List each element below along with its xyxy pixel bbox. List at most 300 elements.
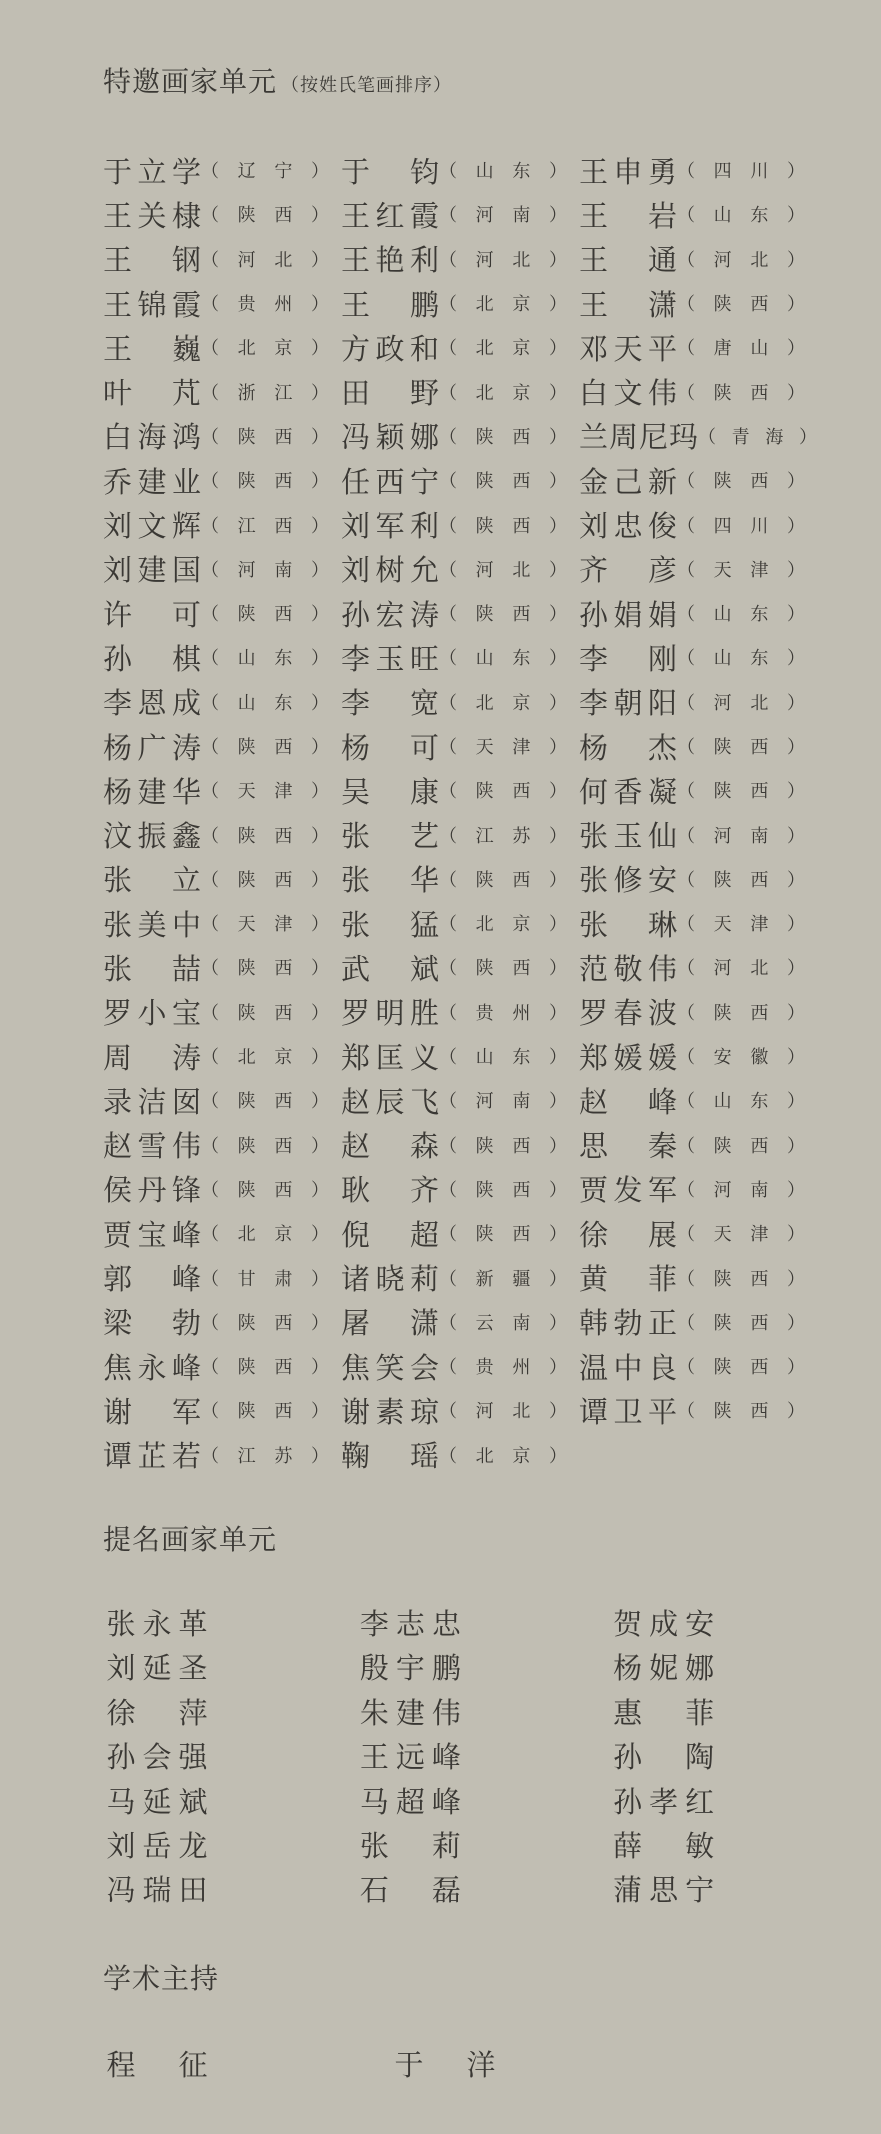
artist-name: 白 海 鸿: [103, 420, 201, 455]
name-row: [103, 1646, 863, 1690]
artist-name: 孙 娟 娟: [579, 597, 677, 632]
artist-name: 贾 发 军: [579, 1173, 677, 1208]
artist-name: 叶 芃: [103, 376, 201, 411]
academic-section-title: 学术主持: [103, 1962, 220, 1995]
artist-province: （ 贵 州 ）: [439, 1002, 567, 1024]
person-name: 李 志 忠: [359, 1607, 461, 1641]
artist-entry: [579, 192, 817, 236]
artist-entry: [341, 281, 579, 325]
artist-name: 王 红 霞: [341, 198, 439, 233]
artist-entry: [579, 768, 817, 812]
artist-province: （ 天 津 ）: [201, 914, 329, 936]
artist-name: 焦 笑 会: [341, 1350, 439, 1385]
artist-entry: [579, 369, 817, 413]
artist-name: 邓 天 平: [579, 331, 677, 366]
artist-name: 白 文 伟: [579, 376, 677, 411]
person-name: 张 永 革: [106, 1607, 208, 1641]
artist-name: 鞠 瑶: [341, 1439, 439, 1474]
academic-host-list: [103, 2043, 863, 2087]
person-name: 杨 妮 娜: [613, 1651, 715, 1686]
artist-name: 吴 康: [341, 774, 439, 809]
artist-province: （ 陕 西 ）: [677, 869, 805, 891]
artist-name: 谢 军: [103, 1394, 201, 1429]
artist-province: （ 陕 西 ）: [201, 958, 329, 980]
artist-name: 李 宽: [341, 686, 439, 721]
artist-row: [103, 458, 863, 502]
artist-province: （ 河 北 ）: [677, 249, 805, 271]
artist-province: （ 陕 西 ）: [439, 1179, 567, 1201]
artist-province: （ 陕 西 ）: [201, 1179, 329, 1201]
artist-entry: [579, 148, 817, 192]
artist-entry: [579, 502, 817, 546]
artist-entry: [103, 724, 341, 768]
artist-entry: [103, 1078, 341, 1122]
artist-province: （ 陕 西 ）: [677, 1312, 805, 1334]
artist-province: （ 北 京 ）: [439, 914, 567, 936]
artist-row: [103, 325, 863, 369]
artist-name: 郭 峰: [103, 1262, 201, 1297]
artist-row: [103, 724, 863, 768]
artist-entry: [341, 768, 579, 812]
artist-row: [103, 1433, 863, 1477]
artist-name: 张 修 安: [579, 863, 677, 898]
artist-province: （ 江 苏 ）: [201, 1445, 329, 1467]
artist-entry: [579, 1388, 817, 1432]
artist-province: （ 陕 西 ）: [201, 471, 329, 493]
person-name: 刘 延 圣: [106, 1651, 208, 1686]
artist-name: 韩 勃 正: [579, 1306, 677, 1341]
artist-row: [103, 414, 863, 458]
artist-entry: [341, 945, 579, 989]
person-name: 马 超 峰: [359, 1784, 461, 1819]
artist-province: （ 天 津 ）: [439, 737, 567, 758]
artist-province: （ 河 北 ）: [677, 958, 805, 980]
artist-name: 张 华: [341, 863, 439, 898]
artist-entry: [103, 990, 341, 1034]
artist-row: [103, 237, 863, 281]
artist-province: （ 陕 西 ）: [677, 1357, 805, 1379]
artist-entry: [103, 547, 341, 591]
artist-province: （ 陕 西 ）: [439, 604, 567, 626]
artist-province: （ 陕 西 ）: [439, 1135, 567, 1157]
artist-row: [103, 369, 863, 413]
nominated-section-title: 提名画家单元: [103, 1523, 278, 1556]
artist-name: 王 鹏: [341, 287, 439, 322]
artist-entry: [341, 148, 579, 192]
artist-province: （ 河 南 ）: [677, 825, 805, 847]
artist-province: （ 河 南 ）: [439, 205, 567, 227]
artist-entry: [103, 192, 341, 236]
artist-row: [103, 281, 863, 325]
artist-province: （ 贵 州 ）: [201, 294, 329, 316]
artist-name: 田 野: [341, 376, 439, 411]
artist-name: 赵 辰 飞: [341, 1084, 439, 1119]
artist-entry: [579, 1167, 817, 1211]
artist-province: （ 陕 西 ）: [439, 958, 567, 980]
artist-province: （ 天 津 ）: [677, 559, 805, 581]
artist-name: 张 艺: [341, 819, 439, 854]
artist-row: [103, 945, 863, 989]
artist-entry: [341, 1255, 579, 1299]
artist-entry: [579, 635, 817, 679]
person-name: 于 洋: [394, 2048, 496, 2082]
artist-name: 张 喆: [103, 951, 201, 986]
artist-name: 杨 可: [341, 730, 439, 765]
artist-name: 乔 建 业: [103, 464, 201, 499]
person-name: 孙 会 强: [106, 1740, 208, 1775]
artist-province: （ 陕 西 ）: [677, 471, 805, 493]
artist-row: [103, 1078, 863, 1122]
artist-name: 赵 雪 伟: [103, 1129, 201, 1164]
person-name: 孙 孝 红: [613, 1784, 715, 1819]
artist-province: （ 河 北 ）: [677, 692, 805, 714]
artist-row: [103, 1344, 863, 1388]
artist-province: （ 新 疆 ）: [439, 1268, 567, 1290]
artist-name: 杨 杰: [579, 730, 677, 765]
artist-province: （ 陕 西 ）: [201, 1002, 329, 1024]
artist-row: [103, 1211, 863, 1255]
artist-name: 王 艳 利: [341, 243, 439, 278]
person-name: 冯 瑞 田: [106, 1873, 208, 1908]
artist-entry: [579, 724, 817, 768]
artist-name: 梁 勃: [103, 1306, 201, 1341]
artist-name: 范 敬 伟: [579, 951, 677, 986]
artist-province: （ 山 东 ）: [677, 604, 805, 626]
artist-province: （ 山 东 ）: [201, 648, 329, 670]
artist-name: 屠 潇: [341, 1306, 439, 1341]
artist-entry: [341, 325, 579, 369]
artist-entry: [579, 281, 817, 325]
artist-entry: [341, 192, 579, 236]
artist-name: 张 玉 仙: [579, 819, 677, 854]
artist-entry: [103, 857, 341, 901]
artist-province: （ 北 京 ）: [439, 692, 567, 714]
artist-name: 张 美 中: [103, 907, 201, 942]
name-row: [103, 1691, 863, 1735]
artist-province: （ 陕 西 ）: [439, 1224, 567, 1246]
artist-name: 王 锦 霞: [103, 287, 201, 322]
artist-province: （ 陕 西 ）: [201, 426, 329, 448]
artist-name: 徐 展: [579, 1217, 677, 1252]
artist-name: 张 琳: [579, 907, 677, 942]
person-name: 程 征: [106, 2048, 208, 2082]
artist-entry: [579, 857, 817, 901]
artist-province: （ 河 北 ）: [201, 249, 329, 271]
artist-row: [103, 1255, 863, 1299]
artist-row: [103, 857, 863, 901]
artist-entry: [341, 857, 579, 901]
artist-name: 罗 春 波: [579, 996, 677, 1031]
artist-province: （ 陕 西 ）: [677, 737, 805, 758]
artist-province: （ 陕 西 ）: [201, 1401, 329, 1423]
artist-province: （ 山 东 ）: [677, 1091, 805, 1113]
person-name: 蒲 思 宁: [613, 1873, 715, 1908]
artist-province: （ 天 津 ）: [677, 1224, 805, 1246]
artist-province: （ 天 津 ）: [677, 914, 805, 936]
artist-name: 王 通: [579, 243, 677, 278]
artist-province: （ 山 东 ）: [677, 205, 805, 227]
artist-name: 诸 晓 莉: [341, 1262, 439, 1297]
artist-entry: [103, 281, 341, 325]
artist-entry: [341, 990, 579, 1034]
artist-entry: [103, 945, 341, 989]
artist-row: [103, 1123, 863, 1167]
artist-name: 兰 周 尼 玛: [579, 420, 698, 455]
person-name: 刘 岳 龙: [106, 1828, 208, 1863]
artist-name: 罗 明 胜: [341, 996, 439, 1031]
artist-province: （ 陕 西 ）: [677, 1002, 805, 1024]
artist-entry: [341, 1167, 579, 1211]
artist-province: （ 陕 西 ）: [201, 1357, 329, 1379]
artist-entry: [103, 768, 341, 812]
person-name: 王 远 峰: [359, 1740, 461, 1775]
artist-name: 侯 丹 锋: [103, 1173, 201, 1208]
artist-name: 李 恩 成: [103, 686, 201, 721]
artist-name: 刘 忠 俊: [579, 509, 677, 544]
artist-name: 武 斌: [341, 951, 439, 986]
artist-entry: [103, 1300, 341, 1344]
artist-province: （ 陕 西 ）: [677, 781, 805, 803]
artist-province: （ 陕 西 ）: [677, 1268, 805, 1290]
artist-province: （ 甘 肃 ）: [201, 1268, 329, 1290]
artist-province: （ 江 西 ）: [201, 515, 329, 537]
artist-name: 谭 芷 若: [103, 1439, 201, 1474]
artist-province: （ 青 海 ）: [698, 426, 817, 448]
artist-name: 刘 军 利: [341, 509, 439, 544]
artist-name: 王 潇: [579, 287, 677, 322]
artist-province: （ 辽 宁 ）: [201, 161, 329, 183]
artist-name: 王 申 勇: [579, 154, 677, 189]
artist-entry: [579, 1211, 817, 1255]
artist-entry: [103, 1255, 341, 1299]
artist-name: 金 己 新: [579, 464, 677, 499]
artist-entry: [579, 325, 817, 369]
artist-entry: [103, 591, 341, 635]
person-name: 惠 菲: [613, 1695, 715, 1730]
artist-entry: [341, 1211, 579, 1255]
artist-entry: [103, 1388, 341, 1432]
artist-entry: [103, 1034, 341, 1078]
artist-entry: [341, 1344, 579, 1388]
artist-entry: [341, 724, 579, 768]
artist-province: （ 陕 西 ）: [201, 737, 329, 758]
artist-entry: [579, 1078, 817, 1122]
artist-entry: [341, 1433, 579, 1477]
artist-entry: [341, 369, 579, 413]
artist-entry: [341, 1388, 579, 1432]
artist-row: [103, 990, 863, 1034]
artist-entry: [341, 591, 579, 635]
artist-name: 孙 宏 涛: [341, 597, 439, 632]
artist-entry: [103, 237, 341, 281]
name-row: [103, 1735, 863, 1779]
artist-province: （ 山 东 ）: [439, 648, 567, 670]
artist-province: （ 安 徽 ）: [677, 1047, 805, 1069]
artist-name: 黄 菲: [579, 1262, 677, 1297]
artist-row: [103, 768, 863, 812]
artist-entry: [579, 458, 817, 502]
artist-province: （ 陕 西 ）: [201, 1312, 329, 1334]
artist-province: （ 山 东 ）: [439, 161, 567, 183]
artist-name: 郑 匡 义: [341, 1040, 439, 1075]
person-name: 薛 敏: [613, 1828, 715, 1863]
artist-name: 录 洁 囡: [103, 1084, 201, 1119]
artist-name: 杨 建 华: [103, 774, 201, 809]
artist-province: （ 北 京 ）: [439, 294, 567, 316]
artist-province: （ 北 京 ）: [439, 382, 567, 404]
artist-entry: [103, 1344, 341, 1388]
artist-row: [103, 1388, 863, 1432]
artist-province: （ 陕 西 ）: [677, 294, 805, 316]
artist-name: 冯 颖 娜: [341, 420, 439, 455]
artist-province: （ 河 南 ）: [439, 1091, 567, 1113]
special-artist-list: [103, 148, 863, 1477]
artist-entry: [579, 547, 817, 591]
artist-province: （ 山 东 ）: [439, 1047, 567, 1069]
artist-province: （ 河 北 ）: [439, 249, 567, 271]
artist-province: （ 北 京 ）: [201, 1047, 329, 1069]
artist-row: [103, 901, 863, 945]
artist-entry: [103, 369, 341, 413]
artist-entry: [103, 1167, 341, 1211]
artist-entry: [341, 237, 579, 281]
artist-entry: [341, 1034, 579, 1078]
artist-entry: [579, 1255, 817, 1299]
name-row: [103, 1780, 863, 1824]
artist-name: 何 香 凝: [579, 774, 677, 809]
artist-province: （ 河 北 ）: [439, 559, 567, 581]
artist-row: [103, 502, 863, 546]
artist-row: [103, 547, 863, 591]
artist-entry: [341, 547, 579, 591]
artist-name: 任 西 宁: [341, 464, 439, 499]
artist-row: [103, 1034, 863, 1078]
artist-row: [103, 148, 863, 192]
special-section-heading: [103, 60, 452, 100]
person-name: 徐 萍: [106, 1695, 208, 1730]
artist-entry: [103, 1433, 341, 1477]
artist-province: （ 山 东 ）: [677, 648, 805, 670]
artist-entry: [341, 502, 579, 546]
artist-entry: [103, 502, 341, 546]
artist-name: 汶 振 鑫: [103, 819, 201, 854]
artist-name: 刘 文 辉: [103, 509, 201, 544]
artist-name: 王 岩: [579, 198, 677, 233]
artist-province: （ 陕 西 ）: [677, 1135, 805, 1157]
artist-entry: [103, 1211, 341, 1255]
person-name: 马 延 斌: [106, 1784, 208, 1819]
artist-province: （ 山 东 ）: [201, 692, 329, 714]
artist-name: 赵 森: [341, 1129, 439, 1164]
artist-province: （ 陕 西 ）: [201, 604, 329, 626]
artist-name: 方 政 和: [341, 331, 439, 366]
artist-province: （ 河 南 ）: [201, 559, 329, 581]
artist-province: （ 陕 西 ）: [439, 471, 567, 493]
artist-entry: [103, 901, 341, 945]
artist-row: [103, 1167, 863, 1211]
artist-name: 李 刚: [579, 641, 677, 676]
artist-entry: [341, 1078, 579, 1122]
artist-entry: [103, 414, 341, 458]
person-name: 石 磊: [359, 1873, 461, 1908]
artist-row: [103, 591, 863, 635]
name-row: [103, 2043, 863, 2087]
artist-row: [103, 1300, 863, 1344]
name-row: [103, 1868, 863, 1912]
artist-entry: [579, 1344, 817, 1388]
artist-name: 张 猛: [341, 907, 439, 942]
artist-province: （ 四 川 ）: [677, 161, 805, 183]
artist-entry: [341, 458, 579, 502]
artist-province: （ 四 川 ）: [677, 515, 805, 537]
artist-entry: [103, 635, 341, 679]
artist-entry: [103, 680, 341, 724]
artist-province: （ 河 南 ）: [677, 1179, 805, 1201]
artist-province: （ 云 南 ）: [439, 1312, 567, 1334]
special-section-title: 特邀画家单元: [103, 65, 278, 98]
artist-name: 孙 棋: [103, 641, 201, 676]
artist-name: 郑 媛 媛: [579, 1040, 677, 1075]
artist-entry: [341, 901, 579, 945]
person-name: 张 莉: [359, 1828, 461, 1863]
artist-entry: [103, 812, 341, 856]
artist-province: （ 陕 西 ）: [439, 781, 567, 803]
artist-province: （ 浙 江 ）: [201, 382, 329, 404]
artist-province: （ 陕 西 ）: [439, 515, 567, 537]
person-name: 孙 陶: [613, 1740, 715, 1775]
artist-name: 谢 素 琼: [341, 1394, 439, 1429]
artist-province: （ 陕 西 ）: [439, 426, 567, 448]
artist-name: 于 立 学: [103, 154, 201, 189]
artist-province: （ 陕 西 ）: [201, 869, 329, 891]
artist-entry: [579, 990, 817, 1034]
name-row: [103, 1824, 863, 1868]
artist-name: 赵 峰: [579, 1084, 677, 1119]
artist-entry: [579, 901, 817, 945]
artist-name: 王 钢: [103, 243, 201, 278]
artist-name: 刘 树 允: [341, 553, 439, 588]
artist-province: （ 北 京 ）: [439, 338, 567, 360]
artist-entry: [341, 1300, 579, 1344]
artist-name: 杨 广 涛: [103, 730, 201, 765]
artist-entry: [579, 237, 817, 281]
artist-name: 张 立: [103, 863, 201, 898]
artist-entry: [579, 1123, 817, 1167]
artist-province: （ 河 北 ）: [439, 1401, 567, 1423]
artist-name: 温 中 良: [579, 1350, 677, 1385]
artist-name: 李 朝 阳: [579, 686, 677, 721]
name-row: [103, 1602, 863, 1646]
artist-province: （ 陕 西 ）: [677, 382, 805, 404]
artist-entry: [579, 1300, 817, 1344]
artist-province: （ 陕 西 ）: [201, 205, 329, 227]
artist-name: 刘 建 国: [103, 553, 201, 588]
artist-entry: [579, 945, 817, 989]
artist-province: （ 北 京 ）: [439, 1445, 567, 1467]
person-name: 朱 建 伟: [359, 1695, 461, 1730]
artist-entry: [341, 680, 579, 724]
artist-name: 王 巍: [103, 331, 201, 366]
artist-province: （ 陕 西 ）: [439, 869, 567, 891]
artist-province: （ 陕 西 ）: [201, 1091, 329, 1113]
artist-row: [103, 635, 863, 679]
artist-province: （ 陕 西 ）: [201, 825, 329, 847]
artist-entry: [103, 1123, 341, 1167]
artist-province: （ 天 津 ）: [201, 781, 329, 803]
person-name: 贺 成 安: [613, 1607, 715, 1641]
artist-entry: [341, 414, 579, 458]
artist-entry: [579, 591, 817, 635]
